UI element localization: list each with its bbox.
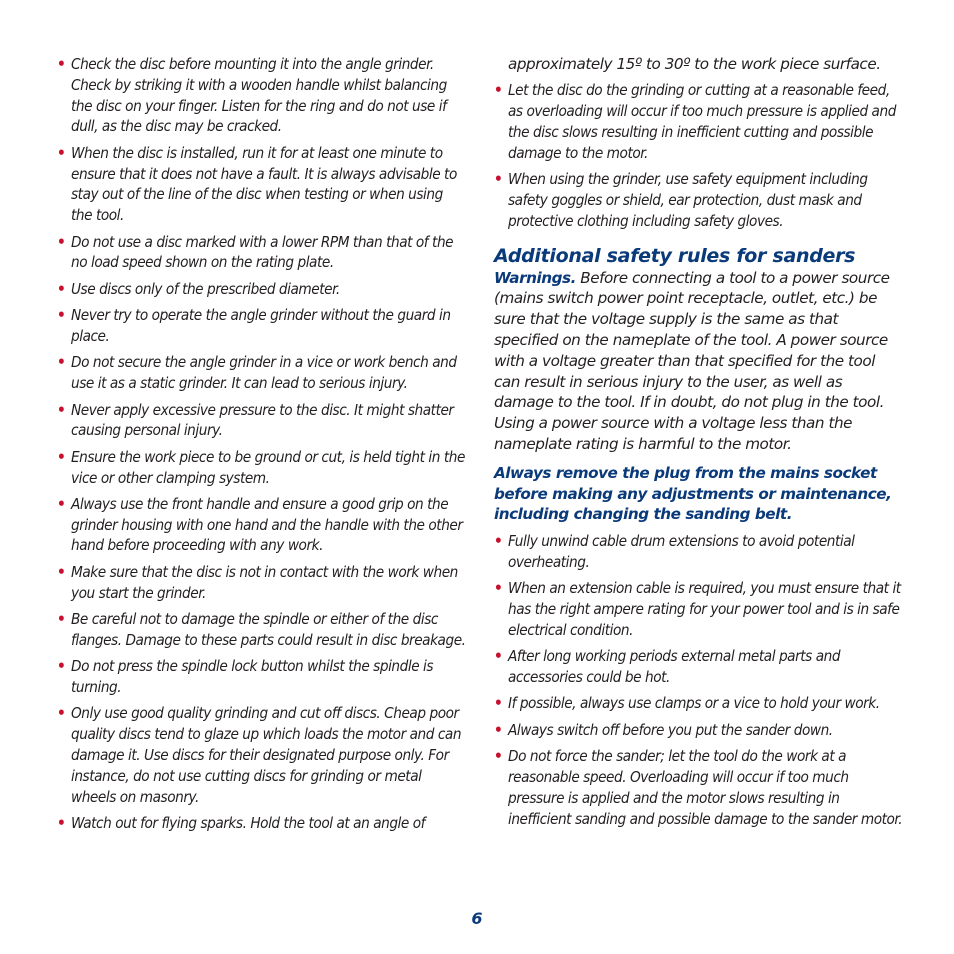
bullet-icon: • (57, 447, 66, 466)
warning-text: Before connecting a tool to a power source (mains switch power point receptacle, outlet, etc.) be sure that the voltage supply is the same as that specified on the nameplate of the tool. A power source with a voltage greater than that specified for the tool can result in serious injury to the user, as well as damage to the tool. If in doubt, do not plug in the tool. Using a power source with a voltage less than the nameplate rating is harmful to the motor. (494, 268, 890, 453)
list-item: • Watch out for flying sparks. Hold the tool at an angle of (57, 814, 426, 833)
list-item: • If possible, always use clamps or a vice to hold your work. (494, 694, 880, 713)
bullet-icon: • (494, 532, 503, 551)
list-item: • When the disc is installed, run it for at least one minute to ensure that it does not have a fault. It is always advisable to stay out of the line of the disc when testing or when using the tool. (57, 143, 457, 225)
right-column (494, 54, 904, 835)
list-item: • Use discs only of the prescribed diameter. (57, 279, 340, 298)
plug-alert: Always remove the plug from the mains socket before making any adjustments or maintenance, including changing the sanding belt. (494, 463, 892, 524)
bullet-icon: • (494, 647, 503, 666)
bullet-icon: • (57, 232, 66, 251)
sander-safety-list (494, 531, 904, 829)
list-item: • Never try to operate the angle grinder without the guard in place. (57, 306, 451, 345)
warning-paragraph (494, 268, 904, 455)
list-item: • Ensure the work piece to be ground or cut, is held tight in the vice or other clamping system. (57, 447, 465, 487)
bullet-icon: • (57, 55, 66, 73)
bullet-icon: • (57, 143, 66, 162)
list-item: • Be careful not to damage the spindle or either of the disc flanges. Damage to these parts could result in disc breakage. (57, 610, 466, 649)
left-column (57, 54, 467, 839)
bullet-icon: • (57, 704, 66, 723)
list-item: • When an extension cable is required, you must ensure that it has the right ampere rating for your power tool and is in safe electrical condition. (494, 579, 901, 639)
bullet-icon: • (494, 720, 503, 739)
bullet-icon: • (57, 306, 66, 325)
list-item: • Do not use a disc marked with a lower RPM than that of the no load speed shown on the rating plate. (57, 232, 454, 272)
list-item: • Always switch off before you put the sander down. (494, 720, 833, 739)
list-item: • After long working periods external metal parts and accessories could be hot. (494, 647, 841, 687)
list-item: • Always use the front handle and ensure a good grip on the grinder housing with one hand and the handle with the other hand before proceeding with any work. (57, 494, 463, 555)
list-item: • Check the disc before mounting it into the angle grinder. Check by striking it with a wooden handle whilst balancing the disc on your finger. Listen for the ring and do not use if dull, as the disc may be cracked. (57, 55, 447, 136)
grinder-safety-list-continued (494, 80, 904, 231)
bullet-icon: • (57, 610, 66, 629)
bullet-icon: • (57, 353, 66, 372)
list-item: • Do not secure the angle grinder in a vice or work bench and use it as a static grinder. It can lead to serious injury. (57, 353, 457, 393)
section-heading: Additional safety rules for sanders (494, 244, 856, 267)
bullet-icon: • (494, 694, 503, 713)
warning-label: Warnings. (494, 268, 576, 287)
list-item: • Fully unwind cable drum extensions to avoid potential overheating. (494, 532, 855, 571)
bullet-icon: • (57, 562, 66, 581)
list-item: • Never apply excessive pressure to the disc. It might shatter causing personal injury. (57, 400, 454, 440)
list-item: • Do not force the sander; let the tool do the work at a reasonable speed. Overloading will occur if too much pressure is applied and the motor slows resulting in inefficient sanding and possible damage to the sander motor. (494, 747, 903, 828)
bullet-icon: • (57, 400, 66, 419)
list-item-continuation: approximately 15º to 30º to the work piece surface. (508, 55, 881, 73)
list-item: • Let the disc do the grinding or cutting at a reasonable feed, as overloading will occur if too much pressure is applied and the disc slows resulting in inefficient cutting and possible damage to the motor. (494, 81, 896, 162)
bullet-icon: • (494, 81, 503, 100)
page-number: 6 (471, 909, 483, 928)
bullet-icon: • (57, 657, 66, 676)
bullet-icon: • (494, 579, 503, 598)
bullet-icon: • (57, 279, 66, 298)
bullet-icon: • (57, 814, 66, 833)
list-item: • When using the grinder, use safety equipment including safety goggles or shield, ear protection, dust mask and protective clothing including safety gloves. (494, 170, 868, 230)
list-item: • Only use good quality grinding and cut off discs. Cheap poor quality discs tend to glaze up which loads the motor and can damage it. Use discs for their designated purpose only. For instance, do not use cutting discs for grinding or metal wheels on masonry. (57, 704, 462, 806)
list-item: • Make sure that the disc is not in contact with the work when you start the grinder. (57, 562, 458, 602)
bullet-icon: • (494, 170, 503, 189)
list-item: • Do not press the spindle lock button whilst the spindle is turning. (57, 657, 434, 697)
bullet-icon: • (57, 494, 66, 513)
grinder-safety-list (57, 54, 467, 834)
bullet-icon: • (494, 747, 503, 766)
